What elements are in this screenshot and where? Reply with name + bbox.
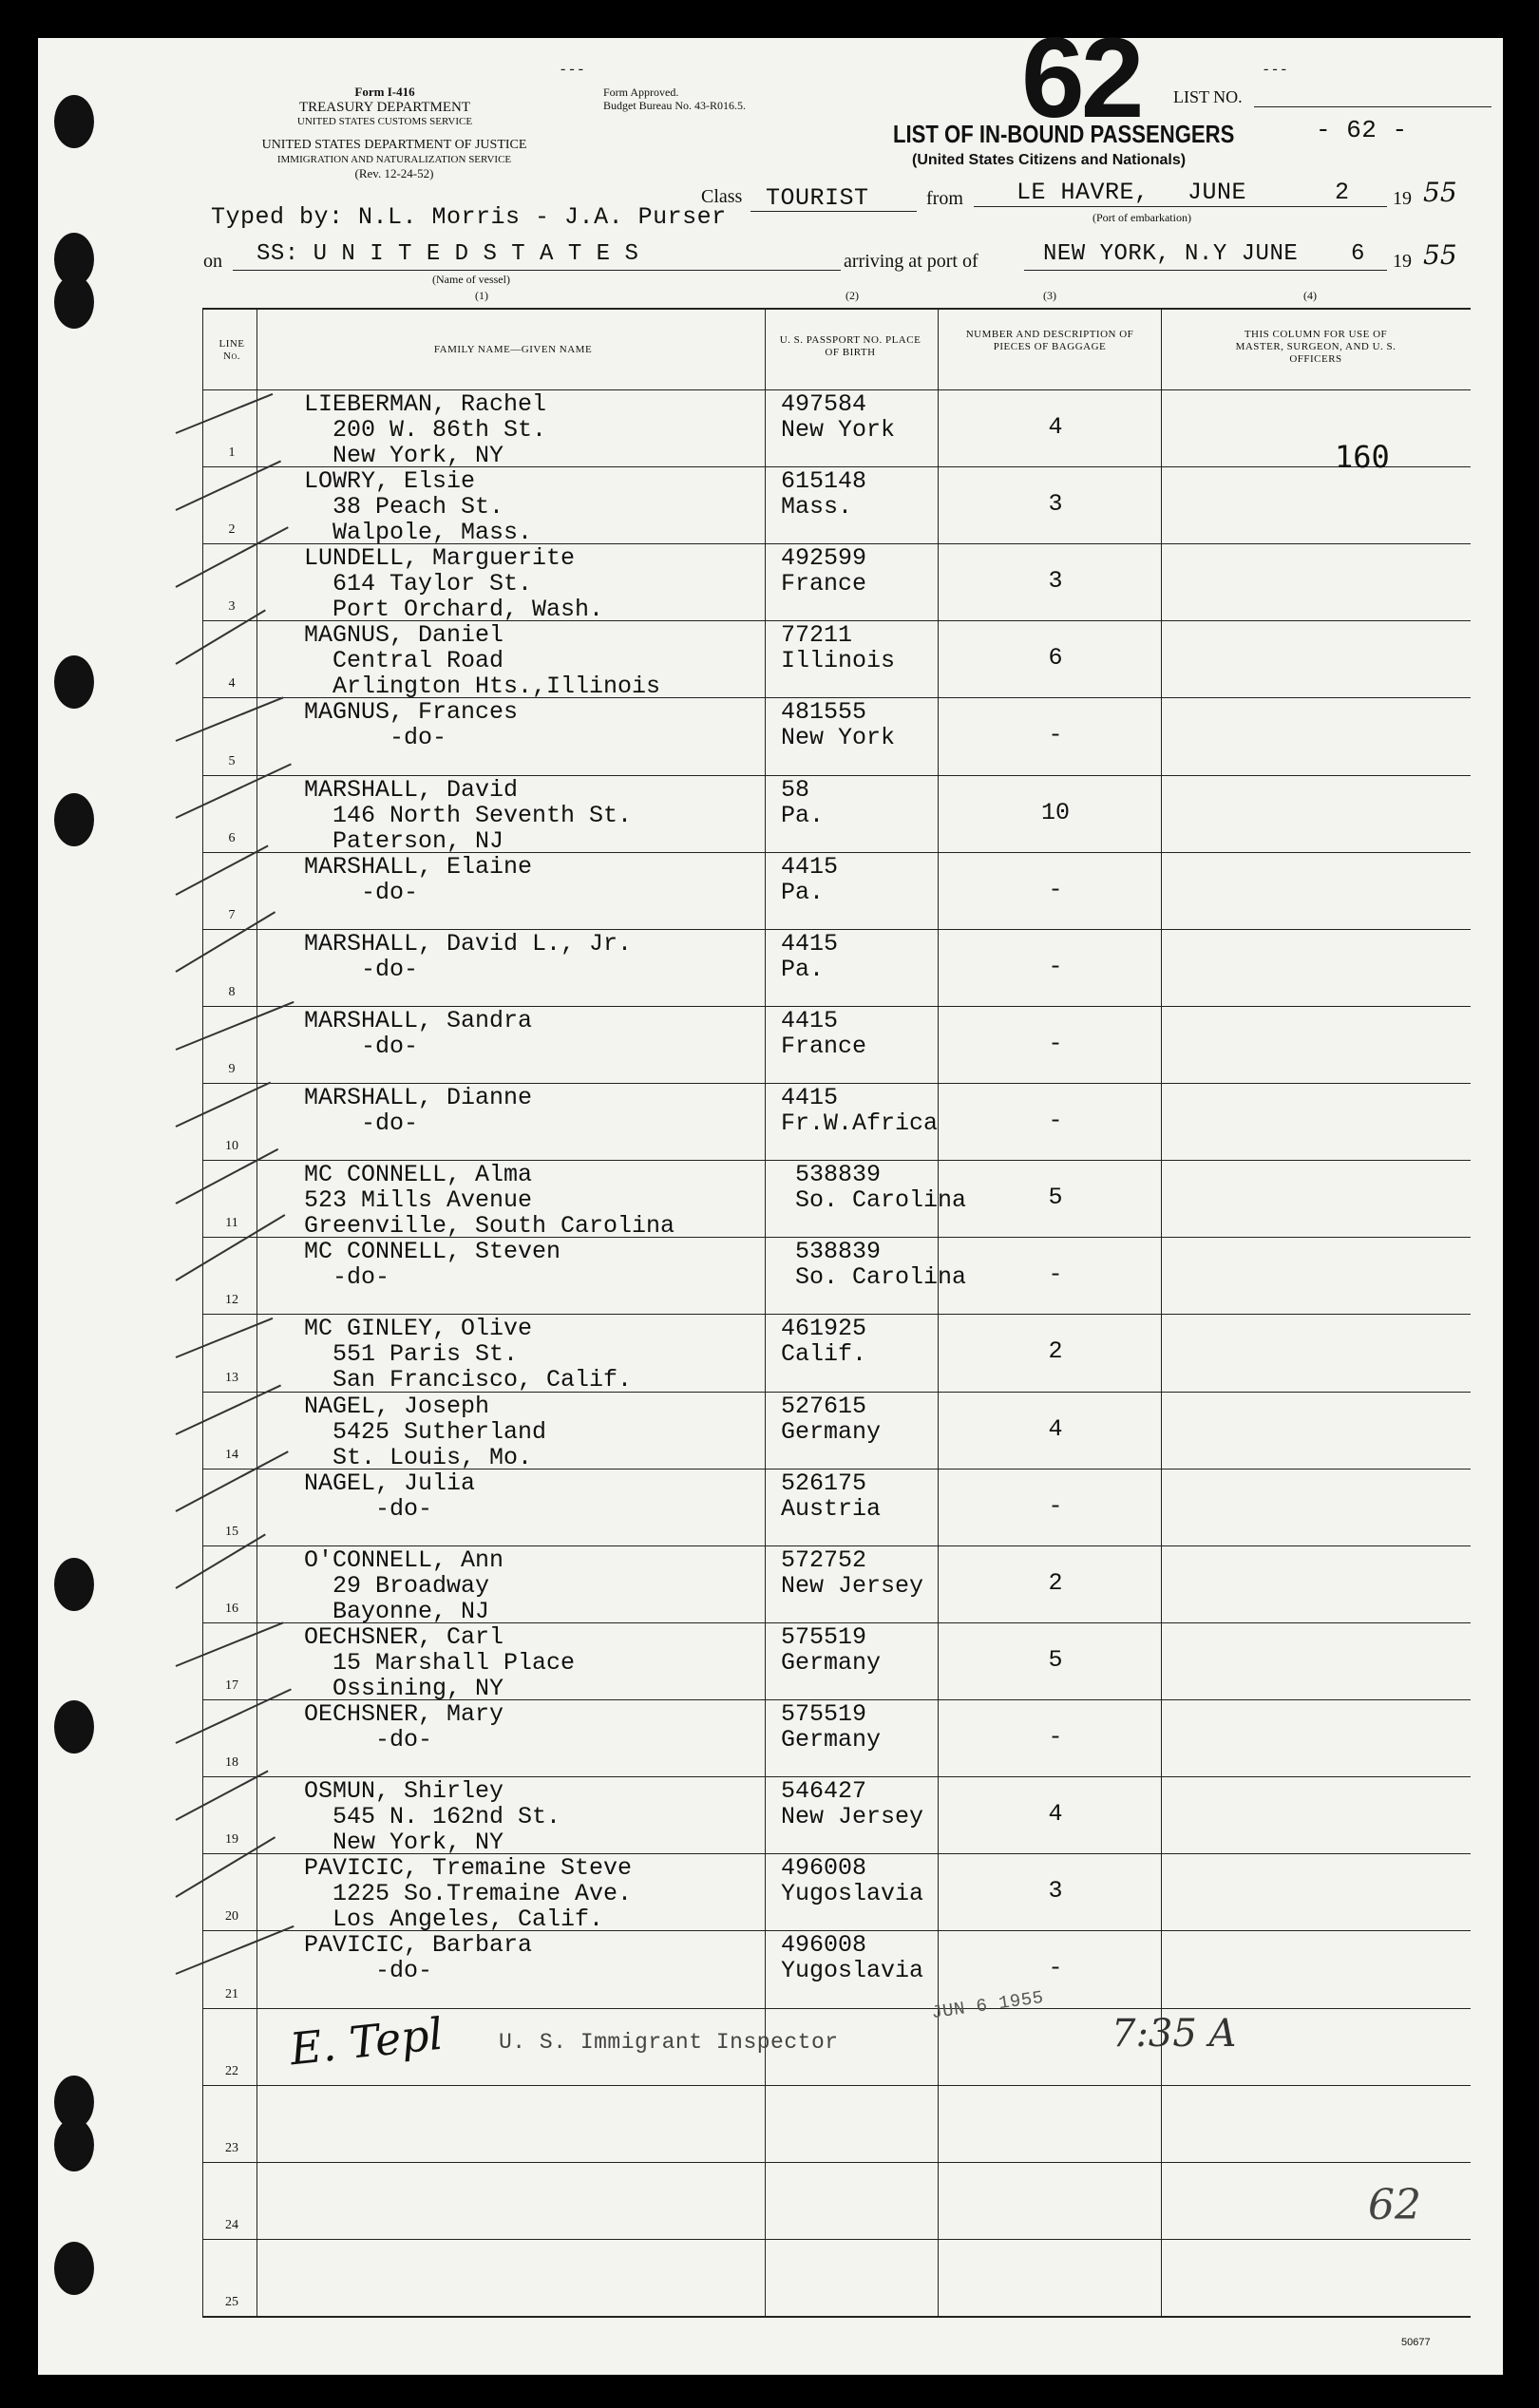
line-number: 7 bbox=[228, 907, 236, 922]
punch-hole bbox=[54, 793, 94, 846]
passenger-name: PAVICIC, Barbara bbox=[304, 1931, 533, 1960]
passenger-name: MARSHALL, David L., Jr. bbox=[304, 929, 633, 958]
name-col-divider bbox=[765, 308, 766, 2316]
line-number: 19 bbox=[225, 1832, 238, 1848]
passport-number: 497584 bbox=[781, 390, 867, 418]
baggage-count: - bbox=[1048, 1491, 1063, 1520]
passenger-name: O'CONNELL, Ann bbox=[304, 1545, 504, 1574]
passenger-name: MAGNUS, Frances bbox=[304, 698, 519, 727]
list-no-label: LIST NO. bbox=[1173, 87, 1243, 106]
baggage-count: 5 bbox=[1048, 1184, 1063, 1212]
row-rule bbox=[202, 2085, 1471, 2086]
line-number: 10 bbox=[225, 1139, 238, 1154]
budget-bureau: Budget Bureau No. 43-R016.5. bbox=[603, 99, 746, 112]
line-number: 9 bbox=[228, 1062, 236, 1077]
baggage-count: 2 bbox=[1048, 1337, 1063, 1366]
place-of-birth: Illinois bbox=[781, 647, 896, 675]
passenger-address-1: Central Road bbox=[304, 647, 504, 675]
on-label: on bbox=[203, 251, 222, 272]
passenger-name: MC GINLEY, Olive bbox=[304, 1315, 533, 1343]
passport-number: 4415 bbox=[781, 852, 839, 881]
place-of-birth: So. Carolina bbox=[781, 1263, 967, 1292]
time-note: 7:35 A bbox=[1112, 2012, 1237, 2056]
place-of-birth: New Jersey bbox=[781, 1571, 924, 1600]
arrival-year: 55 bbox=[1423, 239, 1457, 271]
passenger-name: LIEBERMAN, Rachel bbox=[304, 390, 547, 418]
place-of-birth: Pa. bbox=[781, 878, 825, 906]
passenger-address-1: 523 Mills Avenue bbox=[304, 1186, 533, 1215]
table-bottom-rule bbox=[202, 2316, 1471, 2318]
line-number: 2 bbox=[228, 522, 236, 538]
passenger-address-2: New York, NY bbox=[304, 1829, 504, 1857]
line-number: 5 bbox=[228, 753, 236, 768]
passport-number: 538839 bbox=[781, 1161, 882, 1189]
passport-number: 461925 bbox=[781, 1315, 867, 1343]
place-of-birth: New York bbox=[781, 724, 896, 752]
place-of-birth: New Jersey bbox=[781, 1803, 924, 1831]
passenger-name: LOWRY, Elsie bbox=[304, 467, 476, 496]
punch-hole bbox=[54, 2242, 94, 2295]
baggage-count: 4 bbox=[1048, 1414, 1063, 1443]
col-num-3: (3) bbox=[1043, 289, 1056, 302]
passenger-name: MAGNUS, Daniel bbox=[304, 621, 504, 650]
place-of-birth: New York bbox=[781, 416, 896, 444]
embark-underline bbox=[974, 206, 1387, 207]
customs-service: UNITED STATES CUSTOMS SERVICE bbox=[296, 116, 473, 127]
arrival-year-prefix: 19 bbox=[1393, 251, 1412, 272]
table-top-rule bbox=[202, 308, 1471, 310]
passport-number: 572752 bbox=[781, 1545, 867, 1574]
inspector-label: U. S. Immigrant Inspector bbox=[499, 2030, 839, 2055]
baggage-count: - bbox=[1048, 1954, 1063, 1982]
passport-number: 575519 bbox=[781, 1700, 867, 1729]
line-number: 23 bbox=[225, 2140, 238, 2155]
baggage-count: - bbox=[1048, 721, 1063, 749]
place-of-birth: France bbox=[781, 1032, 867, 1060]
manifest-page bbox=[38, 38, 1503, 2375]
table-left-border bbox=[202, 308, 203, 2316]
arrival-underline bbox=[1024, 270, 1387, 271]
passenger-address-1: 551 Paris St. bbox=[304, 1340, 519, 1369]
arriving-label: arriving at port of bbox=[844, 251, 978, 272]
line-number: 11 bbox=[225, 1216, 238, 1231]
baggage-count: - bbox=[1048, 1261, 1063, 1289]
passenger-address-1: -do- bbox=[304, 1957, 433, 1985]
place-of-birth: Germany bbox=[781, 1417, 882, 1446]
col-num-1: (1) bbox=[475, 289, 488, 302]
embark-day: 2 bbox=[1335, 179, 1350, 206]
passport-number: 481555 bbox=[781, 698, 867, 727]
header-name: FAMILY NAME—GIVEN NAME bbox=[433, 344, 593, 355]
col-num-4: (4) bbox=[1303, 289, 1317, 302]
baggage-count: 2 bbox=[1048, 1568, 1063, 1597]
passport-number: 575519 bbox=[781, 1622, 867, 1651]
baggage-count: 3 bbox=[1048, 490, 1063, 519]
passenger-address-2: Greenville, South Carolina bbox=[304, 1212, 675, 1241]
passenger-name: LUNDELL, Marguerite bbox=[304, 544, 576, 573]
treasury-department: TREASURY DEPARTMENT bbox=[298, 100, 471, 115]
form-number: Form I-416 bbox=[354, 85, 415, 99]
revision-date: (Rev. 12-24-52) bbox=[354, 166, 434, 180]
passenger-address-1: -do- bbox=[304, 878, 419, 906]
class-underline bbox=[750, 211, 917, 212]
place-of-birth: Yugoslavia bbox=[781, 1880, 924, 1908]
passenger-address-1: -do- bbox=[304, 1032, 419, 1060]
line-number: 3 bbox=[228, 599, 236, 615]
inspector-signature: E. Tepl bbox=[287, 2007, 446, 2076]
passenger-name: OECHSNER, Carl bbox=[304, 1622, 504, 1651]
passenger-address-1: 5425 Sutherland bbox=[304, 1417, 547, 1446]
line-number: 18 bbox=[225, 1755, 238, 1771]
department-of-justice: UNITED STATES DEPARTMENT OF JUSTICE bbox=[261, 138, 527, 152]
passenger-address-1: 38 Peach St. bbox=[304, 493, 504, 521]
baggage-count: - bbox=[1048, 1107, 1063, 1135]
passport-number: 527615 bbox=[781, 1392, 867, 1420]
passenger-name: OECHSNER, Mary bbox=[304, 1700, 504, 1729]
punch-hole bbox=[54, 2118, 94, 2171]
passport-number: 546427 bbox=[781, 1777, 867, 1806]
class-label: Class bbox=[701, 186, 743, 207]
punch-hole bbox=[54, 655, 94, 709]
header-line-no: LINE No. bbox=[218, 338, 245, 362]
passenger-name: OSMUN, Shirley bbox=[304, 1777, 504, 1806]
passenger-name: PAVICIC, Tremaine Steve bbox=[304, 1854, 633, 1883]
passenger-address-2: New York, NY bbox=[304, 442, 504, 469]
row-rule bbox=[202, 2008, 1471, 2009]
passenger-address-2: Port Orchard, Wash. bbox=[304, 596, 604, 624]
baggage-count: - bbox=[1048, 1723, 1063, 1752]
passenger-address-2: San Francisco, Calif. bbox=[304, 1366, 633, 1394]
passport-number: 526175 bbox=[781, 1469, 867, 1497]
dash-mark: - - - bbox=[560, 61, 583, 77]
officer-note: 160 bbox=[1335, 439, 1390, 475]
place-of-birth: Austria bbox=[781, 1494, 882, 1523]
place-of-birth: Fr.W.Africa bbox=[781, 1109, 939, 1138]
place-of-birth: Pa. bbox=[781, 955, 825, 983]
row-rule bbox=[202, 2162, 1471, 2163]
line-number: 12 bbox=[225, 1293, 238, 1308]
passenger-name: MC CONNELL, Alma bbox=[304, 1161, 533, 1189]
line-col-divider bbox=[256, 308, 257, 2316]
place-of-birth: Calif. bbox=[781, 1340, 867, 1369]
passenger-name: MC CONNELL, Steven bbox=[304, 1238, 561, 1266]
embark-year: 55 bbox=[1423, 177, 1457, 208]
header-officers: THIS COLUMN FOR USE OF MASTER, SURGEON, AND U. S. OFFICERS bbox=[1235, 329, 1396, 365]
typed-by: Typed by: N.L. Morris - J.A. Purser bbox=[211, 203, 727, 231]
header-passport: U. S. PASSPORT NO. PLACE OF BIRTH bbox=[779, 334, 922, 358]
passenger-address-1: -do- bbox=[304, 1109, 419, 1138]
baggage-count: 5 bbox=[1048, 1645, 1063, 1674]
ins-label: IMMIGRATION AND NATURALIZATION SERVICE bbox=[276, 154, 512, 165]
date-stamp: JUN 6 1955 bbox=[930, 1986, 1045, 2024]
passenger-address-1: 15 Marshall Place bbox=[304, 1648, 576, 1677]
punch-hole bbox=[54, 1700, 94, 1754]
place-of-birth: Pa. bbox=[781, 801, 825, 829]
line-number: 14 bbox=[225, 1447, 238, 1462]
passenger-address-1: 29 Broadway bbox=[304, 1571, 490, 1600]
passenger-address-1: -do- bbox=[304, 1263, 390, 1292]
embark-port: LE HAVRE, bbox=[1016, 179, 1150, 206]
passport-number: 4415 bbox=[781, 1084, 839, 1112]
passport-number: 77211 bbox=[781, 621, 853, 650]
row-rule bbox=[202, 2239, 1471, 2240]
passport-number: 58 bbox=[781, 775, 810, 804]
footer-code: 50677 bbox=[1401, 2337, 1431, 2348]
place-of-birth: So. Carolina bbox=[781, 1186, 967, 1215]
list-number: - 62 - bbox=[1316, 116, 1408, 144]
passenger-name: MARSHALL, Sandra bbox=[304, 1006, 533, 1034]
passenger-address-2: St. Louis, Mo. bbox=[304, 1443, 533, 1471]
baggage-count: 4 bbox=[1048, 1800, 1063, 1829]
passport-number: 496008 bbox=[781, 1854, 867, 1883]
passenger-address-1: 1225 So.Tremaine Ave. bbox=[304, 1880, 633, 1908]
passenger-address-2: Arlington Hts.,Illinois bbox=[304, 673, 661, 701]
vessel-underline bbox=[233, 270, 841, 271]
passenger-address-2: Ossining, NY bbox=[304, 1674, 504, 1702]
stamped-list-number: 62 bbox=[1021, 14, 1141, 142]
baggage-count: 4 bbox=[1048, 413, 1063, 441]
passenger-address-1: 146 North Seventh St. bbox=[304, 801, 633, 829]
passport-number: 4415 bbox=[781, 1006, 839, 1034]
passport-number: 496008 bbox=[781, 1931, 867, 1960]
passenger-address-1: -do- bbox=[304, 955, 419, 983]
passenger-address-2: Bayonne, NJ bbox=[304, 1597, 490, 1625]
line-number: 21 bbox=[225, 1986, 238, 2001]
baggage-count: 6 bbox=[1048, 644, 1063, 673]
line-number: 13 bbox=[225, 1370, 238, 1385]
baggage-count: - bbox=[1048, 1029, 1063, 1057]
from-label: from bbox=[926, 188, 963, 209]
place-of-birth: Germany bbox=[781, 1726, 882, 1754]
arrival-port: NEW YORK, N.Y JUNE bbox=[1043, 241, 1299, 267]
embark-caption: (Port of embarkation) bbox=[1092, 211, 1191, 224]
passenger-address-2: Paterson, NJ bbox=[304, 826, 504, 855]
baggage-count: - bbox=[1048, 875, 1063, 903]
vessel-name: SS: U N I T E D S T A T E S bbox=[256, 241, 639, 267]
passenger-address-1: -do- bbox=[304, 724, 447, 752]
form-approved: Form Approved. bbox=[603, 85, 679, 99]
header-baggage: NUMBER AND DESCRIPTION OF PIECES OF BAGGAGE bbox=[965, 329, 1134, 352]
line-number: 15 bbox=[225, 1524, 238, 1539]
col-num-2: (2) bbox=[846, 289, 859, 302]
embark-month: JUNE bbox=[1188, 179, 1247, 206]
line-number: 16 bbox=[225, 1601, 238, 1616]
line-number: 17 bbox=[225, 1678, 238, 1694]
list-subtitle: (United States Citizens and Nationals) bbox=[912, 152, 1187, 168]
passenger-address-2: Los Angeles, Calif. bbox=[304, 1906, 604, 1934]
line-number: 4 bbox=[228, 676, 236, 692]
baggage-count: 10 bbox=[1040, 798, 1070, 826]
vessel-caption: (Name of vessel) bbox=[432, 273, 510, 286]
passenger-name: MARSHALL, Elaine bbox=[304, 852, 533, 881]
baggage-count: 3 bbox=[1048, 1877, 1063, 1906]
passenger-address-1: 614 Taylor St. bbox=[304, 570, 533, 598]
punch-hole bbox=[54, 1558, 94, 1611]
passenger-name: MARSHALL, Dianne bbox=[304, 1084, 533, 1112]
baggage-count: - bbox=[1048, 952, 1063, 980]
list-no-underline bbox=[1254, 106, 1492, 107]
passenger-address-1: -do- bbox=[304, 1726, 433, 1754]
punch-hole bbox=[54, 95, 94, 148]
place-of-birth: Mass. bbox=[781, 493, 853, 521]
arrival-day: 6 bbox=[1351, 241, 1365, 267]
passport-number: 4415 bbox=[781, 929, 839, 958]
baggage-count: 3 bbox=[1048, 567, 1063, 596]
line-number: 20 bbox=[225, 1909, 238, 1925]
passenger-address-2: Walpole, Mass. bbox=[304, 519, 533, 547]
passenger-name: NAGEL, Julia bbox=[304, 1469, 476, 1497]
class-value: TOURIST bbox=[766, 184, 869, 212]
line-number: 22 bbox=[225, 2063, 238, 2078]
list-title: LIST OF IN-BOUND PASSENGERS bbox=[893, 120, 1235, 148]
line-number: 24 bbox=[225, 2217, 238, 2232]
line-number: 6 bbox=[228, 830, 236, 845]
passport-number: 492599 bbox=[781, 544, 867, 573]
place-of-birth: France bbox=[781, 570, 867, 598]
place-of-birth: Germany bbox=[781, 1648, 882, 1677]
passenger-address-1: -do- bbox=[304, 1494, 433, 1523]
passport-number: 538839 bbox=[781, 1238, 882, 1266]
punch-hole bbox=[54, 275, 94, 329]
passenger-name: NAGEL, Joseph bbox=[304, 1392, 490, 1420]
passport-number: 615148 bbox=[781, 467, 867, 496]
embark-year-prefix: 19 bbox=[1393, 188, 1412, 209]
page-note: 62 bbox=[1368, 2181, 1421, 2229]
passenger-name: MARSHALL, David bbox=[304, 775, 519, 804]
dash-mark: - - - bbox=[1264, 61, 1286, 77]
line-number: 25 bbox=[225, 2295, 238, 2309]
line-number: 1 bbox=[228, 446, 236, 461]
passenger-address-1: 545 N. 162nd St. bbox=[304, 1803, 561, 1831]
line-number: 8 bbox=[228, 984, 236, 999]
passenger-address-1: 200 W. 86th St. bbox=[304, 416, 547, 444]
place-of-birth: Yugoslavia bbox=[781, 1957, 924, 1985]
